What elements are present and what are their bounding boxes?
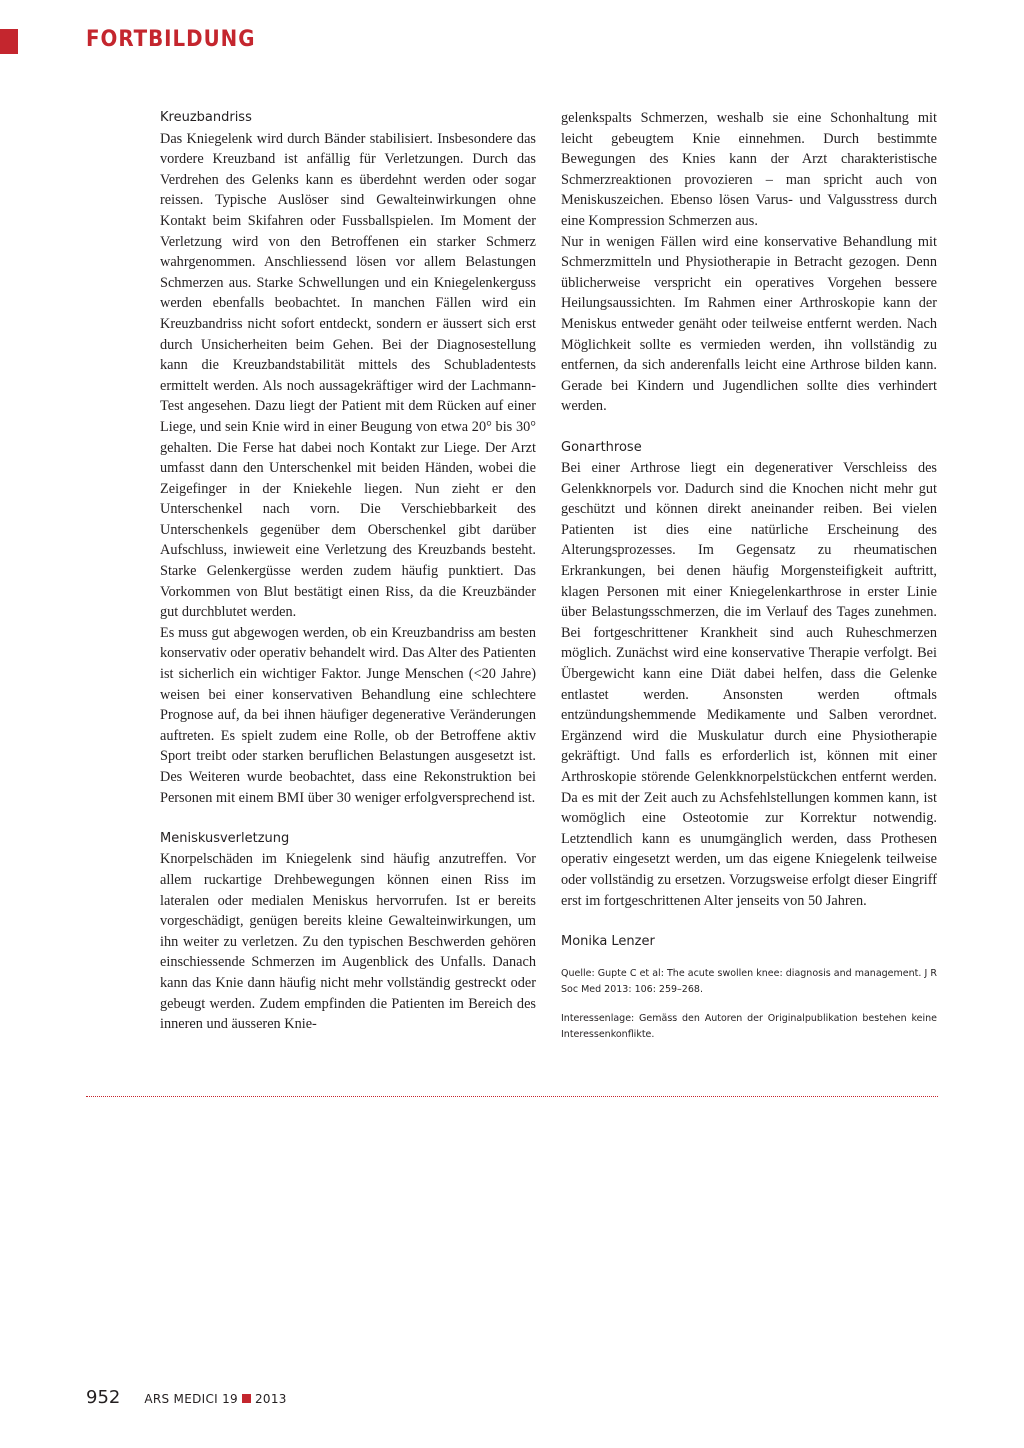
paragraph: Es muss gut abgewogen werden, ob ein Kreuzbandriss am besten konservativ oder operativ behandelt wird. Das Alter des Patienten ist sicherlich ein wichtiger Faktor. Junge Menschen (<20 Jahre) weisen bei einer konservativen Behandlung eine schlechtere Prognose auf, da bei ihnen häufiger degenerative Veränderungen auftreten. Es spielt zudem eine Rolle, ob der Betroffene aktiv Sport treibt oder starken beruflichen Belastungen ausgesetzt ist. Des Weiteren wurde beobachtet, dass eine Rekonstruktion bei Personen mit einem BMI über 30 weniger erfolgversprechend ist. — [160, 624, 536, 806]
left-column — [160, 108, 536, 1035]
paragraph: Knorpelschäden im Kniegelenk sind häufig anzutreffen. Vor allem ruckartige Drehbewegungen können einen Riss im lateralen oder medialen Meniskus hervorrufen. Ist er bereits vorgeschädigt, genügen bereits kleine Gewalteinwirkungen, um ihn weiter zu verletzen. Zu den typischen Beschwerden gehören einschiessende Schmerzen im Augenblick des Unfalls. Danach kann das Knie dann häufig nicht mehr vollständig gestreckt oder gebeugt werden. Zudem empfinden die Patienten im Bereich des inneren und äusseren Knie- — [160, 851, 536, 1033]
dotted-divider — [86, 1096, 938, 1097]
paragraph: gelenkspalts Schmerzen, weshalb sie eine Schonhaltung mit leicht gebeugtem Knie einnehmen. Durch bestimmte Bewegungen des Knies kann der Arzt charakteristische Schmerzreaktionen provozieren – man spricht auch von Meniskuszeichen. Ebenso lösen Varus- und Valgusstress durch eine Kompression Schmerzen aus. — [561, 110, 937, 229]
heading-gonarthrose: Gonarthrose — [561, 439, 642, 455]
journal-year: 2013 — [254, 1392, 287, 1406]
author-name: Monika Lenzer — [561, 933, 655, 949]
paragraph: Bei einer Arthrose liegt ein degenerativer Verschleiss des Gelenkknorpels vor. Dadurch sind die Knochen nicht mehr gut geschützt und können direkt aneinander reiben. Bei vielen Patienten ist dies eine natürliche Erscheinung des Alterungsprozesses. Im Gegensatz zu rheumatischen Erkrankungen, bei denen häufig Morgensteifigkeit auftritt, klagen Personen mit einer Kniegelenkarthrose in erster Linie über Belastungsschmerzen, die im Verlauf des Tages zunehmen. Bei fortgeschrittener Krankheit sind auch Ruheschmerzen möglich. Zunächst wird eine konservative Therapie verfolgt. Bei Übergewicht kann eine Diät dabei helfen, dass die Gelenke entlastet werden. Ansonsten werden oftmals entzündungshemmende Medikamente und Salben verordnet. Ergänzend wird die Muskulatur durch eine Physiotherapie gekräftigt. Und falls es erforderlich ist, können mit einer Arthroskopie störende Gelenkknorpelstückchen entfernt werden. Da es mit der Zeit auch zu Achsfehlstellungen kommen kann, ist womöglich eine Osteotomie zur Korrektur notwendig. Letztendlich kann es unumgänglich werden, dass Prothesen operativ eingesetzt werden, um das eigene Kniegelenk teilweise oder vollständig zu ersetzen. Vorzugsweise erfolgt dieser Eingriff erst im fortgeschrittenen Alter jenseits von 50 Jahren. — [561, 460, 937, 909]
heading-kreuzbandriss: Kreuzbandriss — [160, 110, 252, 125]
journal-name: ARS MEDICI 19 — [144, 1392, 238, 1406]
right-column — [561, 108, 937, 1042]
page-footer — [86, 1387, 287, 1408]
square-separator-icon — [242, 1394, 251, 1403]
source-note: Quelle: Gupte C et al: The acute swollen knee: diagnosis and management. J R Soc Med 2013: 106: 259–268. — [561, 968, 937, 995]
paragraph: Nur in wenigen Fällen wird eine konservative Behandlung mit Schmerzmitteln und Physiotherapie in Betracht gezogen. Denn üblicherweise verspricht ein operatives Vorgehen bessere Heilungsaussichten. Im Rahmen einer Arthroskopie kann der Meniskus entweder genäht oder teilweise entfernt werden. Nach Möglichkeit sollte es vermieden werden, ihn vollständig zu entfernen, da sich anderenfalls leicht eine Arthrose bilden kann. Gerade bei Kindern und Jugendlichen sollte dies verhindert werden. — [561, 233, 937, 415]
page-number: 952 — [86, 1387, 121, 1408]
section-title: FORTBILDUNG — [86, 27, 256, 52]
paragraph: Das Kniegelenk wird durch Bänder stabilisiert. Insbesondere das vordere Kreuzband ist anfällig für Verletzungen. Durch das Verdrehen des Gelenks kann es überdehnt werden oder sogar reissen. Typische Auslöser sind Gewalteinwirkungen ohne Kontakt beim Skifahren oder Fussballspielen. Im Moment der Verletzung wird von den Betroffenen ein starker Schmerz wahrgenommen. Anschliessend lösen vor allem Belastungen Schmerzen aus. Starke Schwellungen und ein Kniegelenkerguss werden ebenfalls beobachtet. In manchen Fällen wird ein Kreuzbandriss nicht sofort entdeckt, sondern er äussert sich erst durch Unsicherheiten beim Gehen. Bei der Diagnosestellung kann die Kreuzbandstabilität mittels des Schubladentests ermittelt werden. Als noch aussagekräftiger wird der Lachmann-Test angesehen. Dazu liegt der Patient mit dem Rücken auf einer Liege, und sein Knie wird in einer Beugung von etwa 20° bis 30° gehalten. Die Ferse hat dabei noch Kontakt zur Liege. Der Arzt umfasst dann den Unterschenkel mit beiden Händen, wobei die Zeigefinger in der Kniekehle liegen. Nun zieht er den Unterschenkel nach vorn. Die Verschiebbarkeit des Unterschenkels gegenüber dem Oberschenkel gibt darüber Aufschluss, inwieweit eine Verletzung des Kreuzbands besteht. Starke Gelenkergüsse werden zudem häufig punktiert. Das Vorkommen von Blut bestätigt einen Riss, da die Kreuzbänder gut durchblutet werden. — [160, 130, 536, 621]
section-color-bar — [0, 29, 18, 54]
conflict-note: Interessenlage: Gemäss den Autoren der Originalpublikation bestehen keine Interessenkonflikte. — [561, 1013, 937, 1040]
heading-meniskusverletzung: Meniskusverletzung — [160, 830, 290, 846]
